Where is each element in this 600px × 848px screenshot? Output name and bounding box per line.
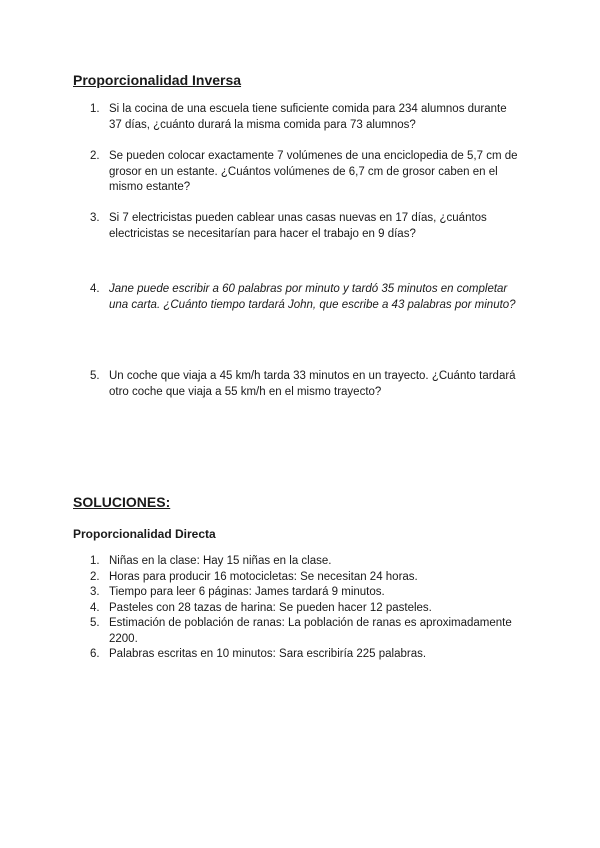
solutions-list [90,554,520,663]
list-number: 5. [90,617,100,629]
list-text: Niñas en la clase: Hay 15 niñas en la clase. [109,555,332,567]
list-number: 6. [90,648,100,660]
list-text: Tiempo para leer 6 páginas: James tardará 9 minutos. [109,586,385,598]
list-number: 3. [90,586,100,598]
list-item [90,554,520,570]
question-text: Se pueden colocar exactamente 7 volúmenes de una enciclopedia de 5,7 cm de grosor en un estante. ¿Cuántos volúmenes de 6,7 cm de grosor caben en el mismo estante? [109,150,518,193]
list-text: Horas para producir 16 motocicletas: Se necesitan 24 horas. [109,570,418,583]
question-number: 1. [90,103,100,115]
question-number: 5. [90,370,100,382]
question-number: 2. [90,150,100,162]
question-text: Jane puede escribir a 60 palabras por minuto y tardó 35 minutos en completar una carta. ¿Cuánto tiempo tardará John, que escribe a 43 palabras por minuto? [109,283,516,311]
list-number: 2. [90,570,100,583]
list-item [90,570,520,586]
list-number: 1. [90,555,100,567]
section-title-inverse: Proporcionalidad Inversa [73,72,242,88]
question-number: 3. [90,212,100,224]
list-item [90,616,520,647]
list-text: Palabras escritas en 10 minutos: Sara escribiría 225 palabras. [109,648,427,660]
list-text: Pasteles con 28 tazas de harina: Se pueden hacer 12 pasteles. [109,601,432,614]
list-item [90,647,520,663]
list-item [90,601,520,617]
solutions-subtitle: Proporcionalidad Directa [73,527,216,541]
list-item [90,585,520,601]
question-text: Un coche que viaja a 45 km/h tarda 33 minutos en un trayecto. ¿Cuánto tardará otro coche que viaja a 55 km/h en el mismo trayecto? [109,370,516,398]
question-text: Si la cocina de una escuela tiene suficiente comida para 234 alumnos durante 37 días, ¿cuánto durará la misma comida para 73 alumnos? [109,103,507,131]
solutions-title: SOLUCIONES: [73,494,171,510]
question-number: 4. [90,283,100,295]
question-text: Si 7 electricistas pueden cablear unas casas nuevas en 17 días, ¿cuántos electricistas se necesitarían para hacer el trabajo en 9 días? [109,212,487,240]
list-number: 4. [90,601,100,614]
list-text: Estimación de población de ranas: La población de ranas es aproximadamente 2200. [109,617,512,645]
